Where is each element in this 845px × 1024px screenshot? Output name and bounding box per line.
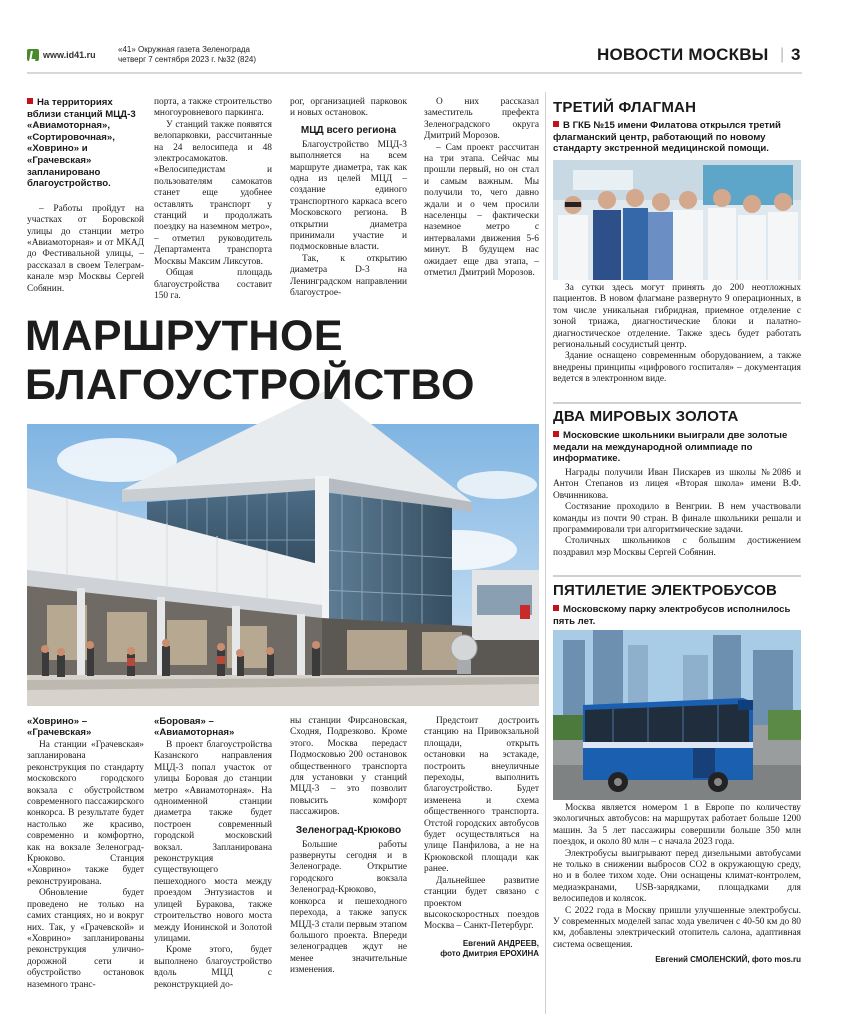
- paragraph: Москва является номером 1 в Европе по количеству экологичных автобусов: на маршрутах работает больше 1200 машин. За 5 лет пассажиры совершили больше 350 млн поездок, и около 80 млн – с начала 2023 года.: [553, 803, 801, 848]
- sidebar-lead-ebus: Московскому парку электробусов исполнилось пять лет.: [553, 604, 798, 627]
- sidebar-lead-flagship: В ГКБ №15 имени Филатова открылся третий флагманский центр, работающий по новому стандарту экстренной медицинской помощи.: [553, 120, 798, 155]
- credit-author: Евгений АНДРЕЕВ,: [462, 938, 539, 948]
- column-divider: [545, 92, 546, 1014]
- paragraph: Награды получили Иван Пискарев из школы №2086 и Антон Степанов из лицея «Вторая школа» имени В.Ф. Овчинникова.: [553, 468, 801, 501]
- section-title: НОВОСТИ МОСКВЫ: [597, 45, 769, 64]
- station-illustration: [27, 390, 539, 706]
- paragraph: Предстоит достроить станцию на Привокзальной площади, открыть остановки на эстакаде, построить внеуличные переходы, выполнить благоустройство. Будет изменена и схема общественного транспорта. Отстой городских автобусов будет осуществляться на улице Панфилова, а не на Крюковской площади как ранее.: [424, 716, 539, 875]
- paragraph: Обновление будет проведено не только на самих станциях, но и вокруг них. Так, у «Грачевской» и «Ховрино» запланированы реконструкция улично-дорожной сети и обустройство остановок наземного транс-: [27, 888, 144, 990]
- paragraph: Благоустройство МЦД-3 выполняется на всем маршруте диаметра, так как одна из целей МЦД – создание единого транспортного каркаса всего Московского региона. В открытии диаметра принимали участие и подмосковные власти.: [290, 139, 407, 253]
- hospital-photo: [553, 160, 801, 280]
- header-rule: [27, 72, 802, 74]
- paragraph: – Работы пройдут на участках от Боровской улицы до станции метро «Авиамоторная» и от МКАД до Фестивальной улицы, – рассказал в своем Телеграм-канале мэр Москвы Сергей Собянин.: [27, 203, 144, 294]
- paragraph: Здание оснащено современным оборудованием, а также внедрены принципы «цифрового госпиталя» – документация ведется в электронном виде.: [553, 351, 801, 385]
- paragraph: Общая площадь благоустройства составит 150 га.: [154, 268, 272, 301]
- sidebar-text-flagship: [553, 283, 801, 386]
- article-lead: На территориях вблизи станций МЦД-3 «Авиамоторная», «Сортировочная», «Ховрино» и «Грачевская» запланировано благоустройство.: [27, 97, 144, 190]
- article-col-2: [154, 97, 272, 302]
- site-url[interactable]: www.id41.ru: [43, 50, 96, 60]
- sidebar-rule: [553, 575, 801, 577]
- paragraph: Электробусы выигрывают перед дизельными автобусами не только в снижении выбросов CO2 в окружающую среду, но и в более тихом ходе. Они оснащены климат-контролем, медиаэкранами, USB-зарядками, площадками для велосипедов и колясок.: [553, 848, 801, 905]
- subhead: «Боровая» – «Авиамоторная»: [154, 716, 235, 738]
- credit-photo: фото Дмитрия ЕРОХИНА: [440, 948, 539, 958]
- paragraph: Так, к открытию диаметра D-3 на Ленинградском направлении благоустрое-: [290, 253, 407, 299]
- sidebar-rule: [553, 402, 801, 404]
- sidebar-credit: Евгений СМОЛЕНСКИЙ, фото mos.ru: [655, 955, 801, 965]
- ebus-illustration: [553, 630, 801, 800]
- page-number: 3: [791, 45, 801, 64]
- section-separator: |: [780, 46, 785, 63]
- sidebar-text-gold: [553, 468, 801, 559]
- paragraph: На станции «Грачевская» запланирована реконструкция по стандарту московского городского вокзала с обустройством современного пассажирского конкорса. В результате будет настолько же красиво, современно и комфортно, как на вокзале Зеленоград-Крюково. Станция «Ховрино» также будет реконструирована.: [27, 740, 144, 887]
- subhead: «Ховрино» – «Грачевская»: [27, 716, 92, 738]
- article-col-3: [290, 97, 407, 300]
- paragraph: ны станции Фирсановская, Сходня, Подрезково. Кроме этого. Москва передаст Подмосковью 200 остановок общественного транспорта для установки у станций МЦД-3 – это позволит повысить комфорт пассажиров.: [290, 716, 407, 818]
- paragraph: За сутки здесь могут принять до 200 неотложных пациентов. В новом флагмане развернуто 9 операционных, в том числе уникальная гибридная, приемное отделение с зоной триажа, диагностические блоки и палатно-диагностическое отделение. Также здесь будет работать региональный сосудистый центр.: [553, 283, 801, 351]
- subhead: МЦД всего региона: [300, 124, 397, 136]
- sidebar-text-ebus: [553, 803, 801, 965]
- article-col-4: [424, 97, 539, 280]
- paragraph: У станций также появятся велопарковки, рассчитанные на 24 велосипеда и 48 электросамокатов. «Велосипедистам и пользователям самокатов станет еще удобнее оставлять транспорт у станций и продолжать поездку на наземном метро», – отметил руководитель Департамента транспорта Москвы Максим Ликсутов.: [154, 119, 272, 267]
- subhead: Зеленоград-Крюково: [295, 824, 402, 836]
- paragraph: В проект благоустройства Казанского направления МЦД-3 попал участок от улицы Боровая до станции метро «Авиамоторная». На одноименной станции диаметра также будет построен современный городской московский вокзал. Запланирована реконструкция существующего пешеходного моста между проездом Энтузиастов и улицей Буракова, также строительство нового моста между Ионинской и Золотой улицами.: [154, 740, 272, 944]
- hospital-illustration: [553, 160, 801, 280]
- paragraph: Дальнейшее развитие станции будет связано с проектом высокоскоростных поездов Москва – Санкт-Петербург.: [424, 875, 539, 932]
- main-headline: [25, 312, 475, 410]
- paper-name: «41» Окружная газета Зеленограда: [118, 45, 251, 54]
- ebus-photo: [553, 630, 801, 800]
- paragraph: порта, а также строительство многоуровневого паркинга.: [154, 97, 272, 119]
- headline-line: БЛАГОУСТРОЙСТВО: [25, 361, 475, 409]
- paragraph: Кроме этого, будет выполнено благоустройство вдоль МЦД с реконструкцией до-: [154, 945, 272, 990]
- article-col-5: [27, 716, 144, 991]
- logo-icon: [27, 49, 39, 61]
- paragraph: Большие работы развернуты сегодня и в Зеленограде. Открытие городского вокзала Зеленоград-Крюково, конкорса и пешеходного перехода, а также запуск МЦД-3 стали первым этапом большого проекта. Впереди зеленоградцев ждут не менее значительные изменения.: [290, 839, 407, 976]
- paragraph: С 2022 года в Москву пришли улучшенные электробусы. У современных моделей запас хода увеличен с 40-50 км до 80 км, добавлены электрический отопитель салона, адаптивная система освещения.: [553, 905, 801, 950]
- paper-date: четверг 7 сентября 2023 г. №32 (824): [118, 55, 257, 64]
- paragraph: Состязание проходило в Венгрии. В нем участвовали команды из почти 90 стран. В финале школьники решали и программировали три алгоритмические задачи.: [553, 502, 801, 536]
- article-col-7: [290, 716, 407, 977]
- sidebar-title-gold: ДВА МИРОВЫХ ЗОЛОТА: [553, 408, 739, 425]
- station-photo: [27, 390, 539, 706]
- paragraph: – Сам проект рассчитан на три этапа. Сейчас мы прошли первый, но он стал и самым важным. Мы получили то, чего давно ждали и о чем просили населенцы – фактически наземное метро с интервалами движения 5-6 минут. В будущем нас ожидает еще два этапа, – отметил Дмитрий Морозов.: [424, 142, 539, 279]
- sidebar-title-ebus: ПЯТИЛЕТИЕ ЭЛЕКТРОБУСОВ: [553, 582, 778, 599]
- paper-info: [118, 45, 256, 65]
- sidebar-lead-gold: Московские школьники выиграли две золотые медали на международной олимпиаде по информатике.: [553, 430, 788, 465]
- sidebar-title-flagship: ТРЕТИЙ ФЛАГМАН: [553, 99, 697, 116]
- article-col-6: [154, 716, 272, 991]
- article-credit: [424, 939, 539, 959]
- paragraph: О них рассказал заместитель префекта Зеленоградского округа Дмитрий Морозов.: [424, 97, 539, 142]
- paragraph: рог, организацией парковок и новых остановок.: [290, 97, 407, 119]
- article-col-1: [27, 97, 144, 295]
- paragraph: Столичных школьников с большим достижением поздравил мэр Москвы Сергей Собянин.: [553, 536, 801, 558]
- article-col-8: [424, 716, 539, 959]
- headline-line: МАРШРУТНОЕ: [25, 312, 344, 360]
